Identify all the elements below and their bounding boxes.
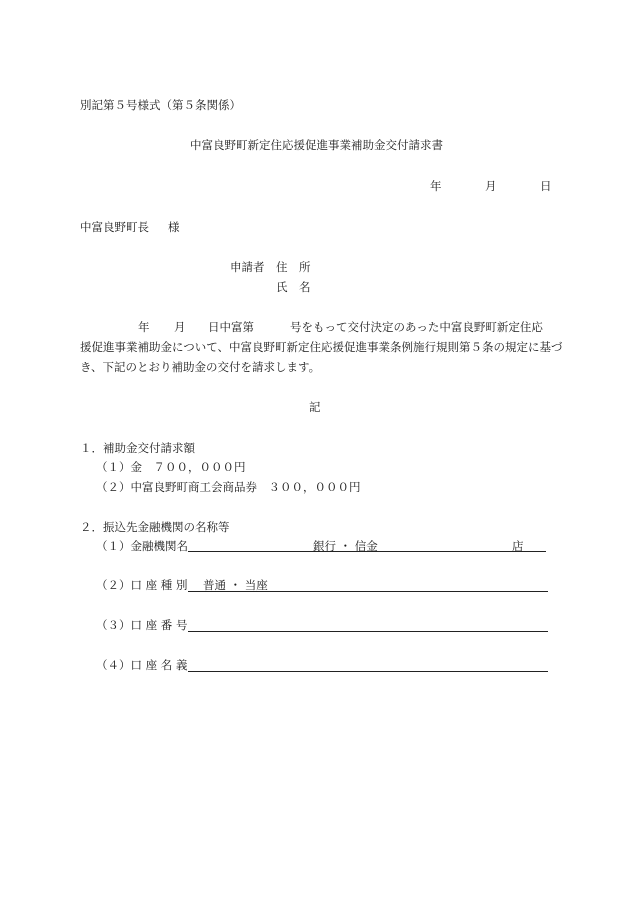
account-type-value: 普通 ・ 当座: [203, 578, 268, 592]
account-number-label: （３）口 座 番 号: [96, 618, 188, 632]
bank-name-label: （１）金融機関名: [96, 539, 188, 553]
body-day-prefix: 日中富第: [208, 320, 254, 334]
account-number-field-line[interactable]: [188, 631, 548, 632]
body-line1-rest: 号をもって交付決定のあった中富良野町新定住応: [290, 320, 543, 334]
name-label: 氏 名: [276, 280, 311, 294]
section2-heading: ２．振込先金融機関の名称等: [80, 520, 230, 534]
body-line3: き、下記のとおり補助金の交付を請求します。: [80, 360, 321, 374]
account-holder-label: （４）口 座 名 義: [96, 658, 188, 672]
date-month-label: 月: [485, 179, 497, 193]
address-label: 住 所: [276, 260, 311, 274]
account-type-label: （２）口 座 種 別: [96, 578, 188, 592]
bank-type-text: 銀行 ・ 信金: [313, 539, 378, 553]
account-holder-field-line[interactable]: [188, 671, 548, 672]
body-line2: 援促進事業補助金について、中富良野町新定住応援促進事業条例施行規則第５条の規定に基づ: [80, 340, 563, 354]
applicant-label: 申請者: [230, 260, 265, 274]
body-year: 年: [138, 320, 150, 334]
branch-suffix: 店: [512, 539, 524, 553]
date-day-label: 日: [540, 179, 552, 193]
bank-name-field-line[interactable]: [188, 551, 546, 552]
addressee-name: 中富良野町長: [80, 220, 149, 234]
addressee-honorific: 様: [168, 220, 180, 234]
account-type-field-line[interactable]: [188, 591, 548, 592]
section1-item-cash: （１）金 ７００，０００円: [96, 460, 246, 474]
date-year-label: 年: [430, 179, 442, 193]
section1-heading: １．補助金交付請求額: [80, 441, 195, 455]
section1-item-voucher: （２）中富良野町商工会商品券 ３００，０００円: [96, 480, 361, 494]
ki-marker: 記: [309, 400, 321, 414]
form-label: 別記第５号様式（第５条関係）: [80, 98, 241, 112]
document-title: 中富良野町新定住応援促進事業補助金交付請求書: [190, 138, 443, 152]
body-month: 月: [174, 320, 186, 334]
